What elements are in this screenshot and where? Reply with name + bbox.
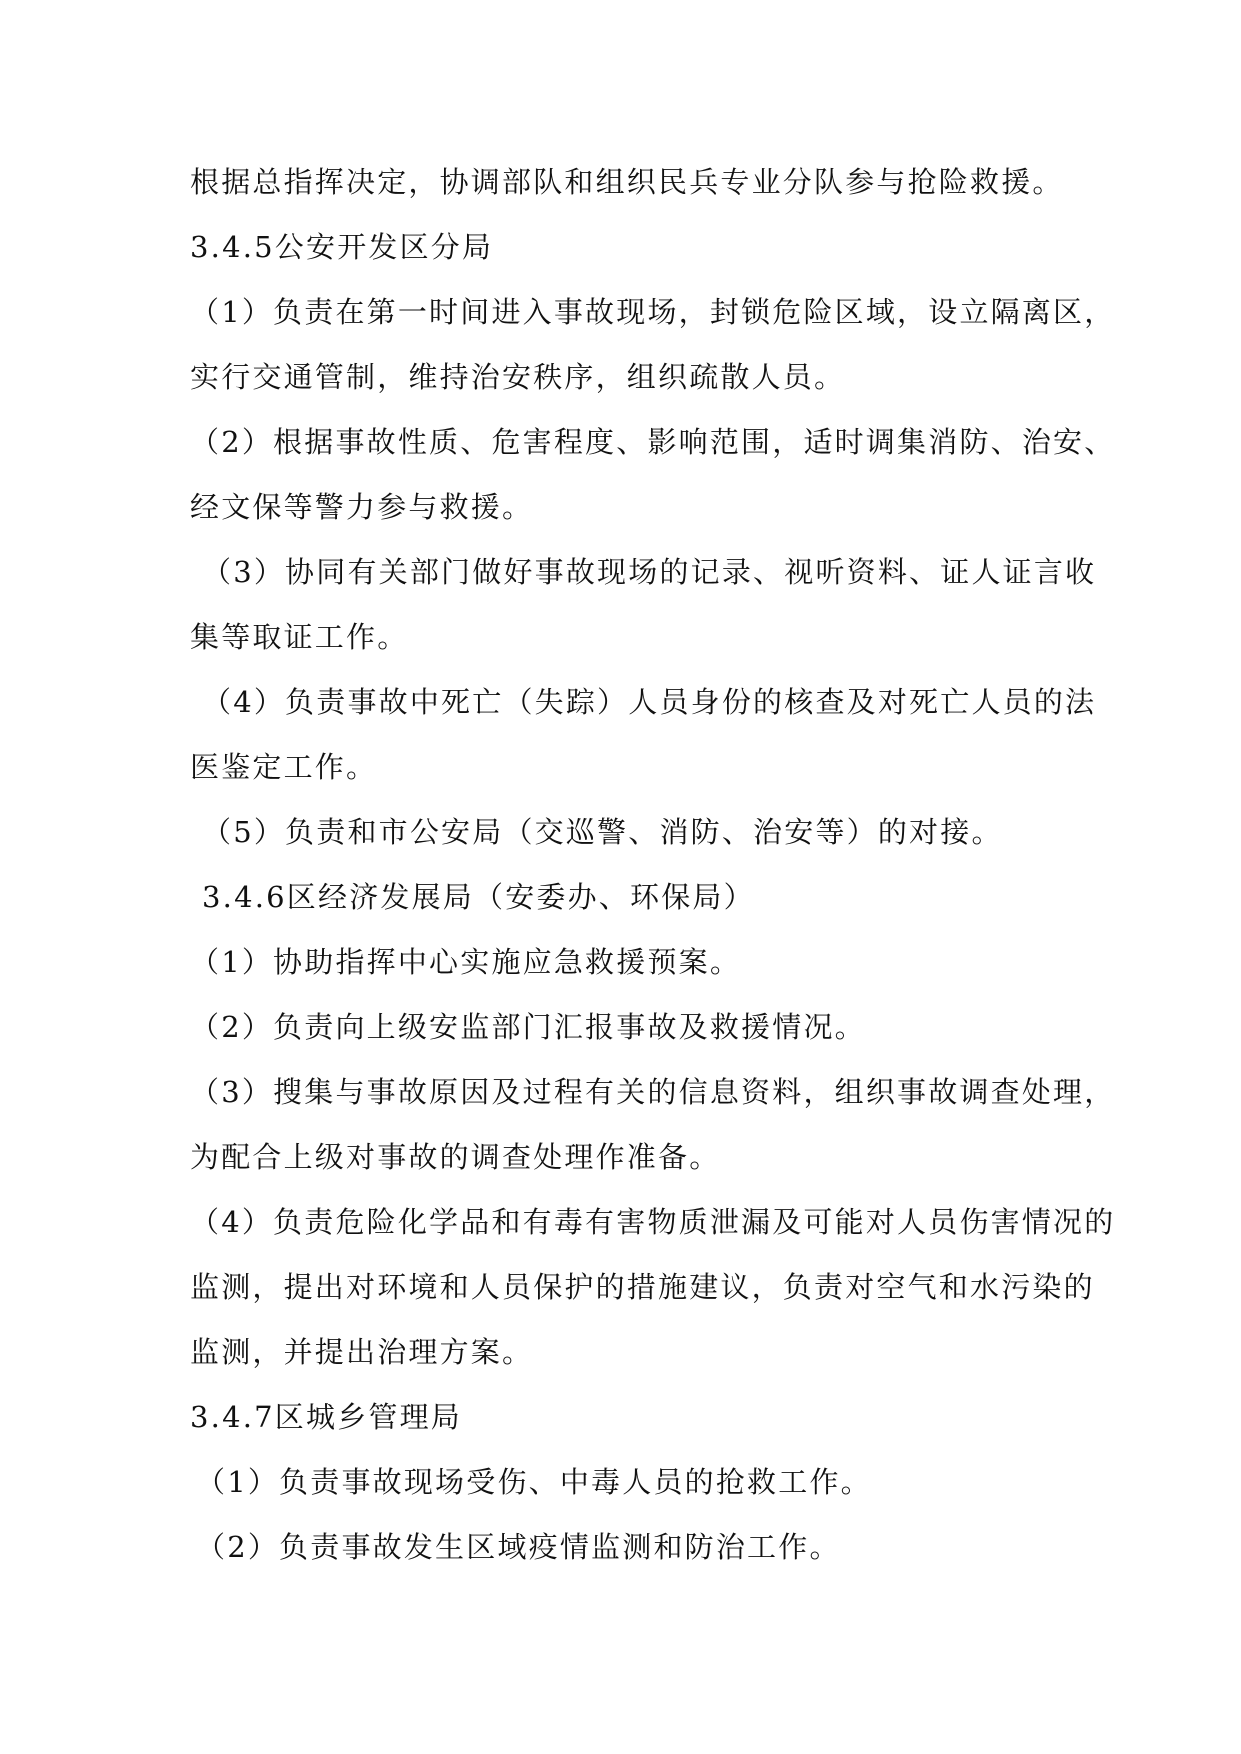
section-heading-3-4-7: 3.4.7区城乡管理局 (190, 1400, 462, 1434)
paragraph-line: 医鉴定工作。 (190, 750, 378, 784)
section-heading-3-4-5: 3.4.5公安开发区分局 (190, 230, 494, 264)
document-body (190, 150, 1116, 1580)
paragraph-line: （3）搜集与事故原因及过程有关的信息资料，组织事故调查处理， (190, 1075, 1116, 1109)
paragraph-line: （2）根据事故性质、危害程度、影响范围，适时调集消防、治安、 (190, 425, 1116, 459)
paragraph-line: 实行交通管制，维持治安秩序，组织疏散人员。 (190, 360, 846, 394)
paragraph-line: （2）负责向上级安监部门汇报事故及救援情况。 (190, 1010, 866, 1044)
paragraph-line: 监测，提出对环境和人员保护的措施建议，负责对空气和水污染的 (190, 1270, 1095, 1304)
paragraph-line: 根据总指挥决定，协调部队和组织民兵专业分队参与抢险救援。 (190, 165, 1064, 199)
paragraph-line: （1）负责在第一时间进入事故现场，封锁危险区域，设立隔离区， (190, 295, 1116, 329)
paragraph-line: （4）负责事故中死亡（失踪）人员身份的核查及对死亡人员的法 (202, 685, 1097, 719)
paragraph-line: （4）负责危险化学品和有毒有害物质泄漏及可能对人员伤害情况的 (190, 1205, 1116, 1239)
paragraph-line: 为配合上级对事故的调查处理作准备。 (190, 1140, 721, 1174)
paragraph-line: （5）负责和市公安局（交巡警、消防、治安等）的对接。 (202, 815, 1003, 849)
paragraph-line: （1）协助指挥中心实施应急救援预案。 (190, 945, 742, 979)
paragraph-line: （3）协同有关部门做好事故现场的记录、视听资料、证人证言收 (202, 555, 1097, 589)
paragraph-line: （1）负责事故现场受伤、中毒人员的抢救工作。 (196, 1465, 872, 1499)
paragraph-line: （2）负责事故发生区域疫情监测和防治工作。 (196, 1530, 841, 1564)
section-heading-3-4-6: 3.4.6区经济发展局（安委办、环保局） (202, 880, 755, 914)
paragraph-line: 经文保等警力参与救援。 (190, 490, 534, 524)
paragraph-line: 监测，并提出治理方案。 (190, 1335, 534, 1369)
paragraph-line: 集等取证工作。 (190, 620, 409, 654)
